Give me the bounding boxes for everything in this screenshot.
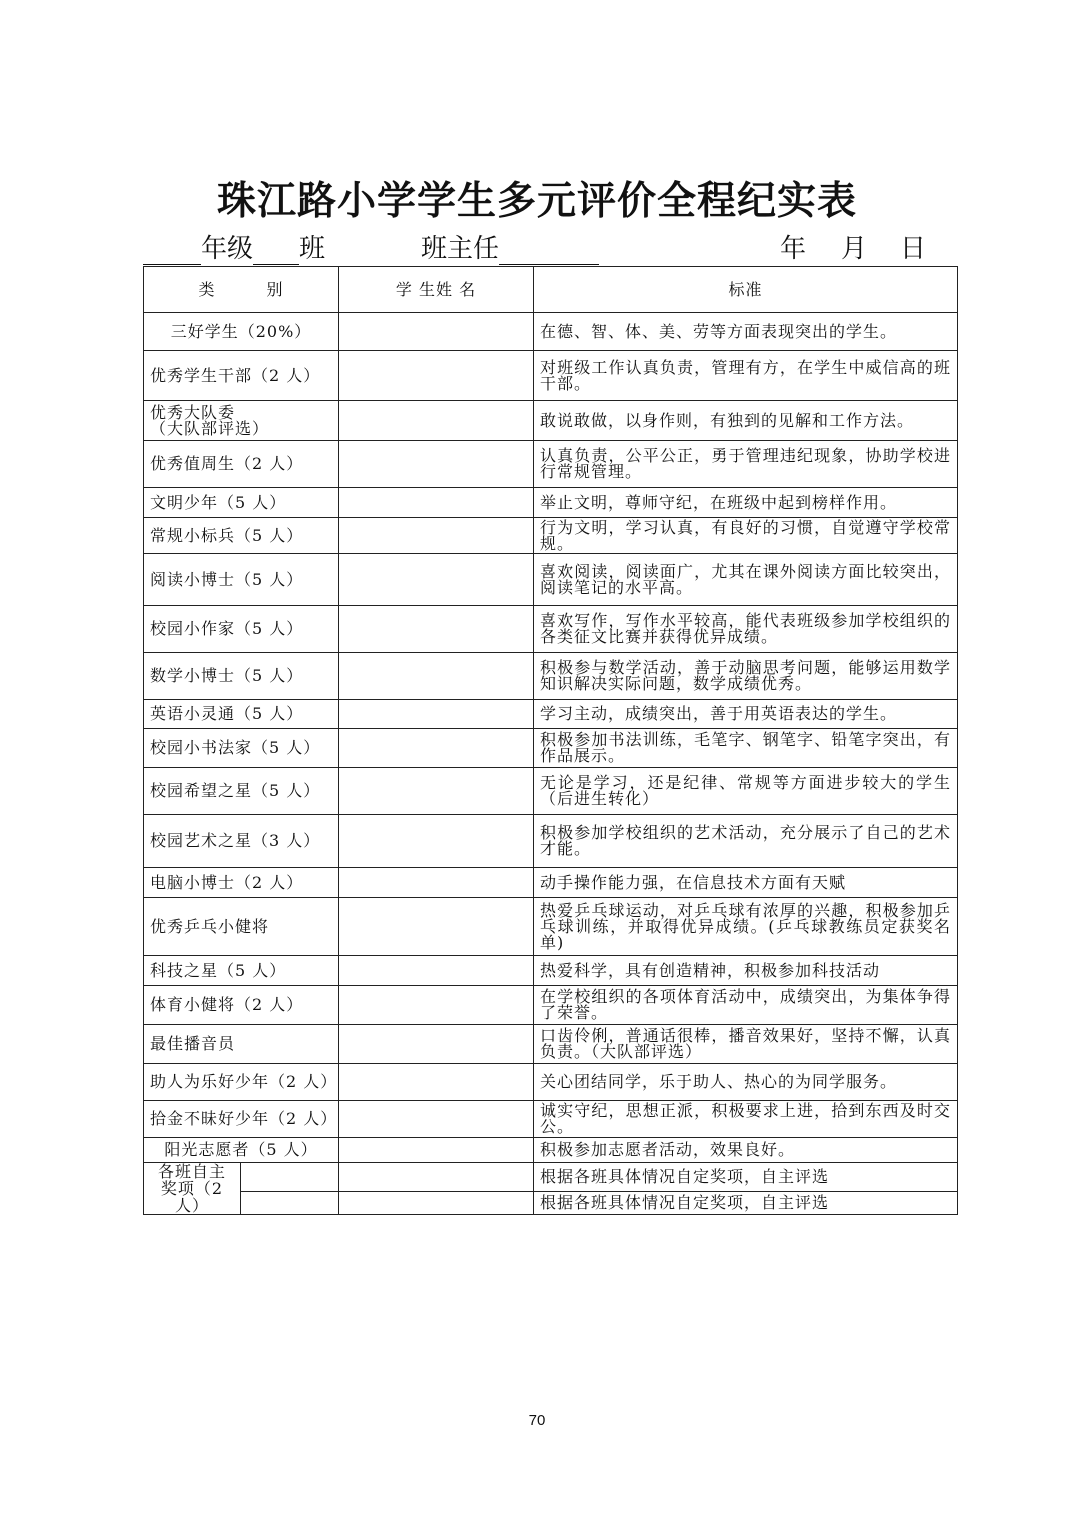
award-criteria: 敢说敢做，以身作则，有独到的见解和工作方法。 [534,401,958,441]
grade-field[interactable] [143,228,325,265]
award-criteria: 口齿伶俐，普通话很棒，播音效果好，坚持不懈，认真负责。（大队部评选） [534,1025,958,1064]
table-row [144,1138,958,1163]
award-category: 文明少年（5 人） [144,488,339,518]
teacher-blank[interactable] [499,234,599,265]
award-category: 常规小标兵（5 人） [144,518,339,554]
award-criteria: 行为文明，学习认真，有良好的习惯，自觉遵守学校常规。 [534,518,958,554]
award-criteria: 对班级工作认真负责，管理有方，在学生中威信高的班干部。 [534,351,958,401]
award-criteria: 积极参加志愿者活动，效果良好。 [534,1138,958,1163]
page-number: 70 [528,1412,546,1429]
award-criteria: 关心团结同学，乐于助人、热心的为同学服务。 [534,1064,958,1101]
award-criteria: 动手操作能力强，在信息技术方面有天赋 [534,868,958,898]
grade-blank[interactable] [143,234,201,265]
custom-award-category: 各班自主奖项（2 人） [144,1163,241,1215]
table-row [144,729,958,768]
table-row [144,554,958,606]
award-category: 体育小健将（2 人） [144,986,339,1025]
table-row [144,313,958,351]
teacher-field[interactable] [421,228,599,265]
student-name-cell[interactable] [339,815,534,868]
student-name-cell[interactable] [339,1163,534,1192]
award-criteria: 诚实守纪，思想正派，积极要求上进，拾到东西及时交公。 [534,1101,958,1138]
student-name-cell[interactable] [339,986,534,1025]
page-title: 珠江路小学学生多元评价全程纪实表 [216,179,857,224]
grade-label: 年级 [201,234,254,264]
award-criteria: 热爱科学，具有创造精神，积极参加科技活动 [534,956,958,986]
award-criteria: 学习主动，成绩突出，善于用英语表达的学生。 [534,700,958,729]
award-category: 优秀值周生（2 人） [144,441,339,488]
student-name-cell[interactable] [339,313,534,351]
table-row [144,986,958,1025]
table-row [144,1191,958,1214]
table-row [144,1064,958,1101]
award-criteria: 积极参与数学活动，善于动脑思考问题，能够运用数学知识解决实际问题，数学成绩优秀。 [534,653,958,700]
student-name-cell[interactable] [339,956,534,986]
student-name-cell[interactable] [339,1064,534,1101]
student-name-cell[interactable] [339,729,534,768]
student-name-cell[interactable] [339,868,534,898]
award-criteria: 无论是学习，还是纪律、常规等方面进步较大的学生（后进生转化） [534,768,958,815]
student-name-cell[interactable] [339,554,534,606]
award-category: 优秀大队委 （大队部评选） [144,401,339,441]
award-category: 阳光志愿者（5 人） [144,1138,339,1163]
student-name-cell[interactable] [339,1025,534,1064]
table-header-row [144,267,958,313]
award-category: 校园艺术之星（3 人） [144,815,339,868]
teacher-label: 班主任 [421,234,500,264]
award-criteria: 积极参加学校组织的艺术活动，充分展示了自己的艺术才能。 [534,815,958,868]
table-row [144,606,958,653]
custom-award-name-cell[interactable] [241,1163,339,1192]
table-row [144,768,958,815]
month-label: 月 [841,234,868,264]
student-name-cell[interactable] [339,488,534,518]
table-row [144,700,958,729]
award-criteria: 积极参加书法训练，毛笔字、钢笔字、铅笔字突出，有作品展示。 [534,729,958,768]
award-criteria: 热爱乒乓球运动，对乒乓球有浓厚的兴趣，积极参加乒乓球训练，并取得优异成绩。(乒乓球教练员定获奖名单) [534,898,958,956]
award-category: 阅读小博士（5 人） [144,554,339,606]
student-name-cell[interactable] [339,1101,534,1138]
table-row [144,351,958,401]
award-criteria: 在学校组织的各项体育活动中，成绩突出，为集体争得了荣誉。 [534,986,958,1025]
student-name-cell[interactable] [339,1191,534,1214]
award-category: 最佳播音员 [144,1025,339,1064]
student-name-cell[interactable] [339,768,534,815]
custom-award-name-cell[interactable] [241,1191,339,1214]
student-name-cell[interactable] [339,401,534,441]
table-row [144,401,958,441]
award-category: 拾金不昧好少年（2 人） [144,1101,339,1138]
award-category: 科技之星（5 人） [144,956,339,986]
award-category: 校园小书法家（5 人） [144,729,339,768]
award-category: 数学小博士（5 人） [144,653,339,700]
award-category: 电脑小博士（2 人） [144,868,339,898]
student-name-cell[interactable] [339,606,534,653]
header-category: 类 别 [144,267,339,313]
student-name-cell[interactable] [339,518,534,554]
table-row [144,441,958,488]
class-label: 班 [299,234,326,264]
table-row [144,898,958,956]
table-row [144,1163,958,1192]
evaluation-table [143,266,958,1215]
year-label: 年 [780,234,807,264]
award-category: 助人为乐好少年（2 人） [144,1064,339,1101]
award-criteria: 喜欢写作，写作水平较高，能代表班级参加学校组织的各类征文比赛并获得优异成绩。 [534,606,958,653]
table-row [144,956,958,986]
student-name-cell[interactable] [339,441,534,488]
table-row [144,518,958,554]
student-name-cell[interactable] [339,700,534,729]
class-blank[interactable] [253,234,299,265]
table-row [144,653,958,700]
table-row [144,1101,958,1138]
student-name-cell[interactable] [339,351,534,401]
award-category: 英语小灵通（5 人） [144,700,339,729]
student-name-cell[interactable] [339,1138,534,1163]
form-subheader [143,228,956,264]
table-row [144,868,958,898]
award-criteria: 根据各班具体情况自定奖项，自主评选 [534,1191,958,1214]
award-criteria: 喜欢阅读，阅读面广，尤其在课外阅读方面比较突出，阅读笔记的水平高。 [534,554,958,606]
day-label: 日 [900,234,927,264]
award-criteria: 在德、智、体、美、劳等方面表现突出的学生。 [534,313,958,351]
award-category: 校园小作家（5 人） [144,606,339,653]
award-category: 优秀学生干部（2 人） [144,351,339,401]
award-criteria: 举止文明，尊师守纪，在班级中起到榜样作用。 [534,488,958,518]
student-name-cell[interactable] [339,653,534,700]
award-category: 三好学生（20%） [144,313,339,351]
award-criteria: 根据各班具体情况自定奖项，自主评选 [534,1163,958,1192]
table-row [144,1025,958,1064]
header-criteria: 标准 [534,267,958,313]
award-criteria: 认真负责，公平公正，勇于管理违纪现象，协助学校进行常规管理。 [534,441,958,488]
table-row [144,488,958,518]
table-row [144,815,958,868]
award-category: 优秀乒乓小健将 [144,898,339,956]
award-category: 校园希望之星（5 人） [144,768,339,815]
header-student-name: 学 生姓 名 [339,267,534,313]
student-name-cell[interactable] [339,898,534,956]
